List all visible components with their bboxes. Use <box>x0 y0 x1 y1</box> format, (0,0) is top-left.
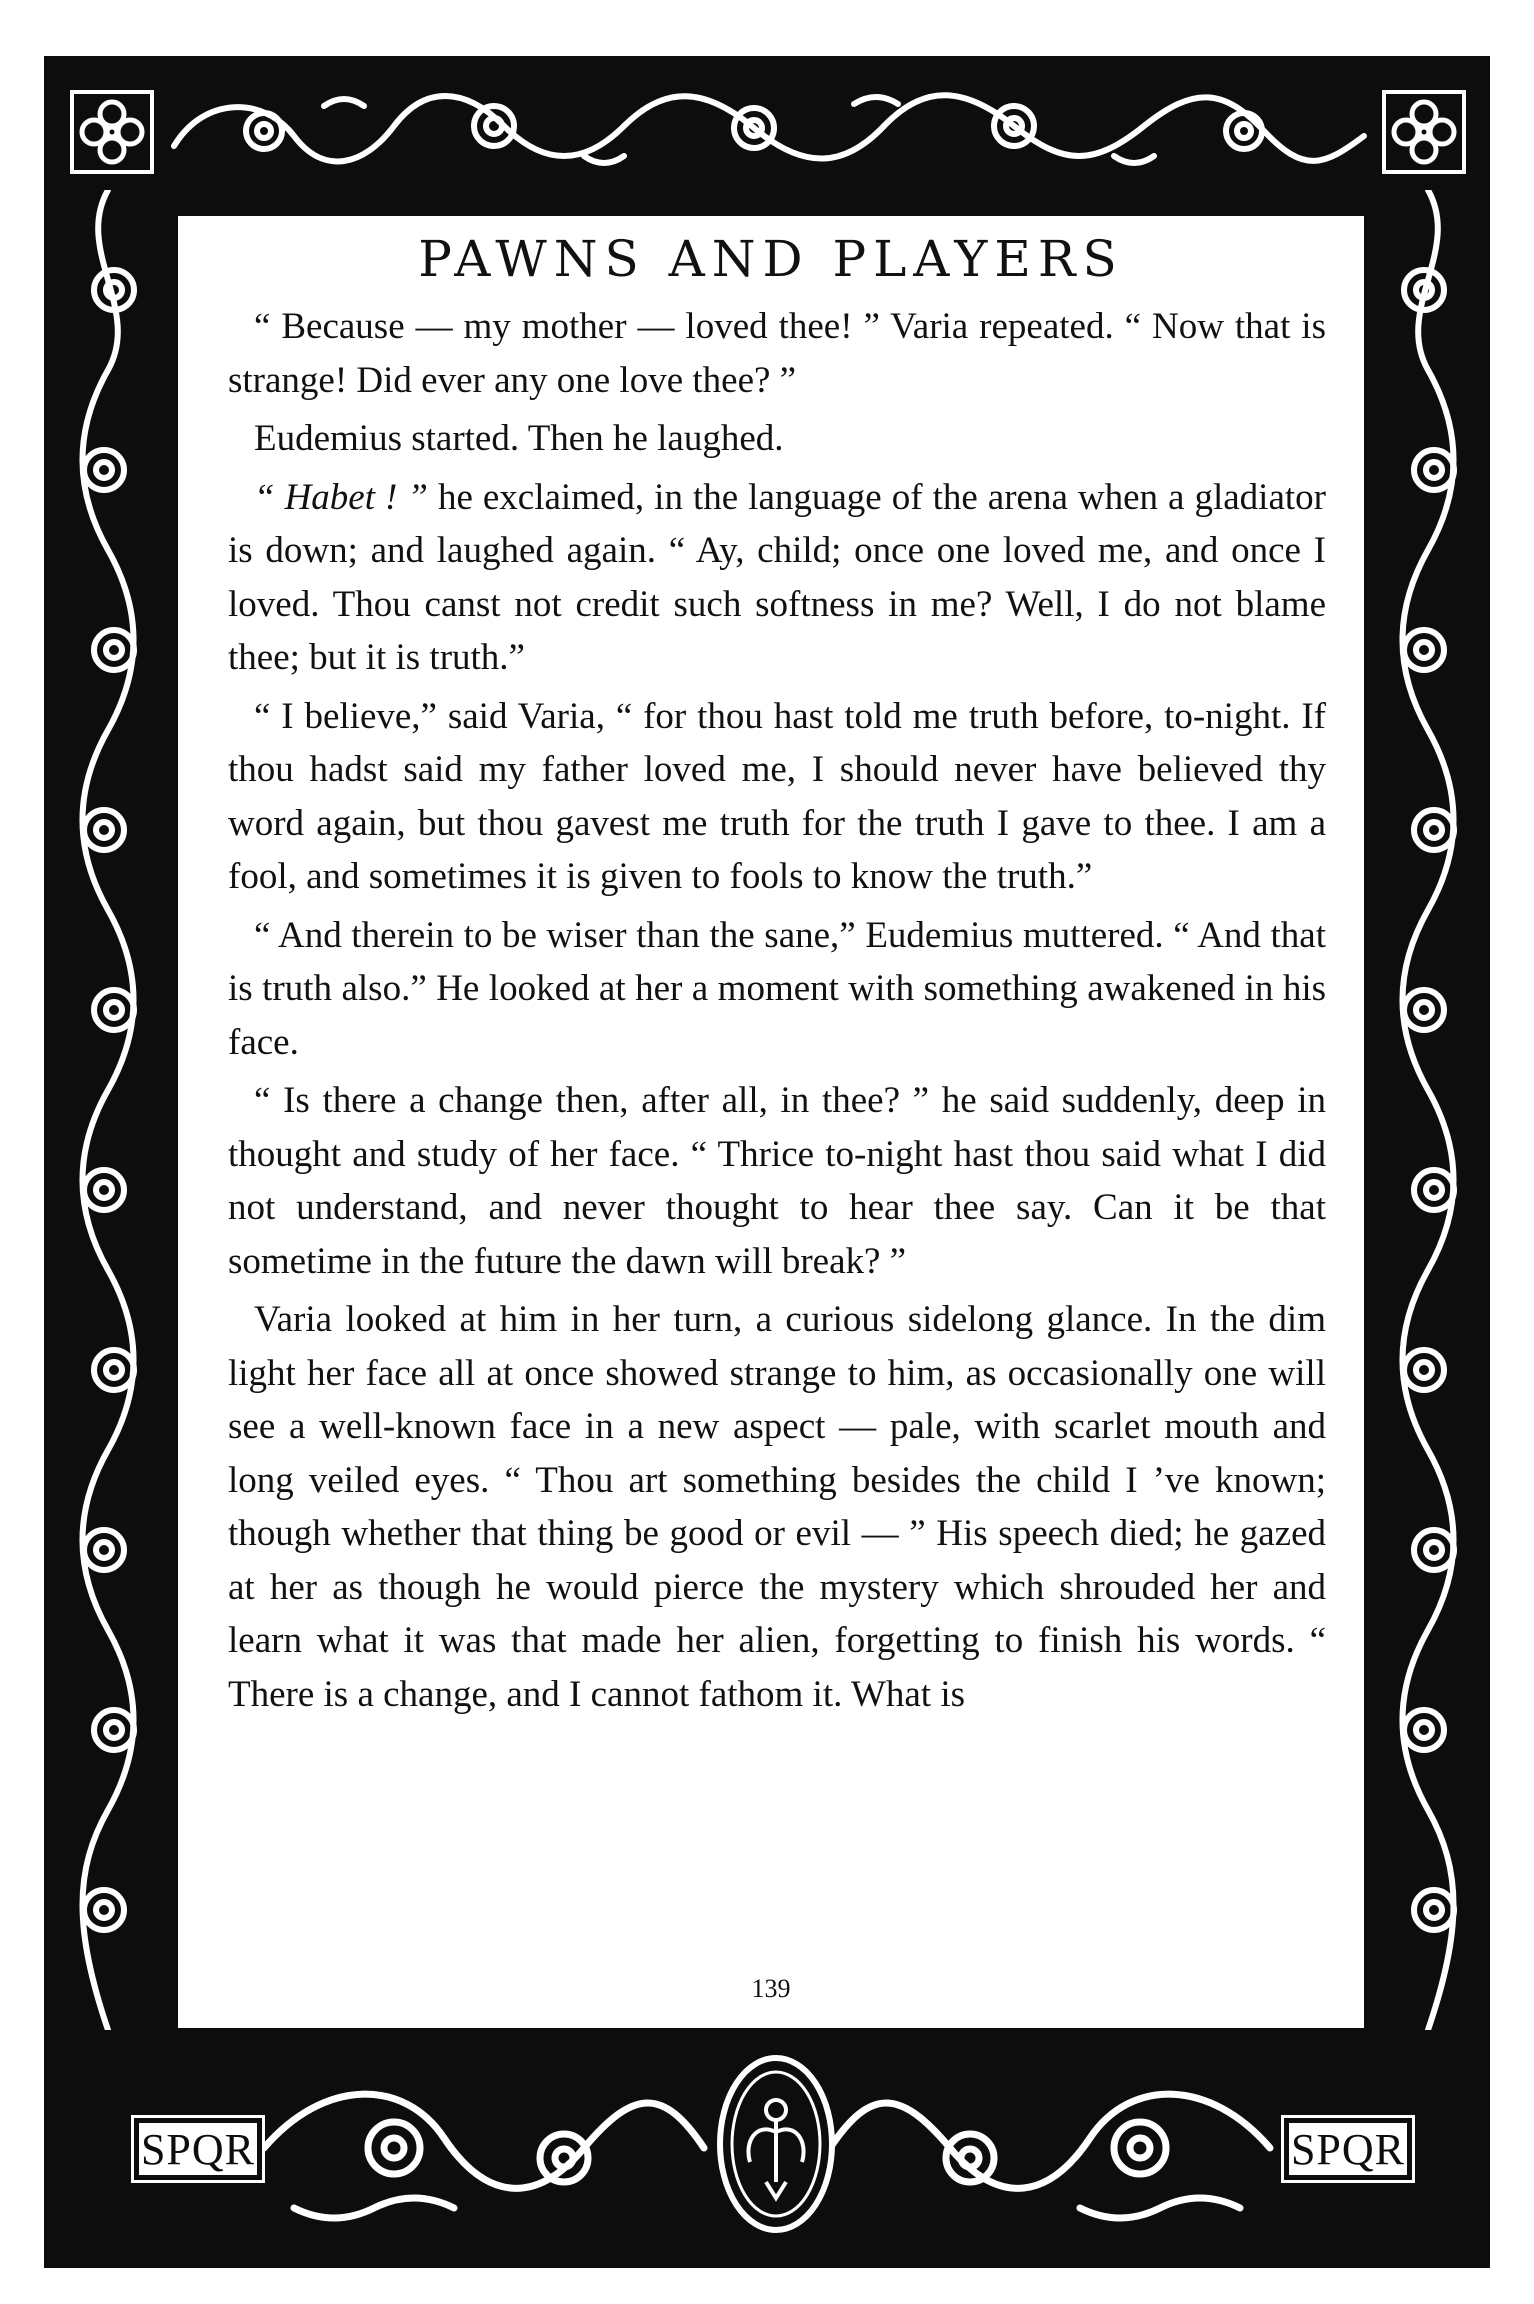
vine-scroll-icon <box>64 76 1470 180</box>
running-head: PAWNS AND PLAYERS <box>418 230 1124 288</box>
top-scroll-ornament <box>64 76 1470 180</box>
paragraph <box>228 471 1326 685</box>
text-panel <box>172 210 1364 2028</box>
paragraph: “ Because — my mother — loved thee! ” Varia repeated. “ Now that is strange! Did ever any one love thee? ” <box>228 306 1326 401</box>
paragraph: Eudemius started. Then he laughed. <box>254 418 784 459</box>
paragraph-text: he exclaimed, in the language of the arena when a gladiator is down; and laughed again. “ Ay, child; once one loved me, and once I loved. Thou canst not credit such softness in me? Well, I do not blame thee; but it is truth.” <box>228 476 1326 678</box>
left-scroll-ornament <box>64 190 152 2030</box>
corner-flower-icon <box>1382 90 1466 174</box>
spqr-plaque: SPQR <box>1284 2118 1412 2180</box>
paragraph: Varia looked at him in her turn, a curious sidelong glance. In the dim light her face all at once showed strange to him, as occasionally one will see a well-known face in a new aspect — pale, with scarlet mouth and long veiled eyes. “ Thou art something besides the child I ’ve known; though whether that thing be good or evil — ” His speech died; he gazed at her as though he would pierce the mystery which shrouded her and learn what it was that made her alien, forgetting to finish his words. “ There is a change, and I cannot fathom it. What is <box>228 1299 1326 1715</box>
paragraph: “ And therein to be wiser than the sane,” Eudemius muttered. “ And that is truth also.” He looked at her a moment with something awakened in his face. <box>228 914 1326 1063</box>
vine-scroll-icon <box>1384 190 1472 2030</box>
eagle-medallion-icon <box>716 2052 836 2236</box>
paragraph: “ I believe,” said Varia, “ for thou hast told me truth before, to-night. If thou hadst said my father loved me, I should never have believed thy word again, but thou gavest me truth for the truth I gave to thee. I am a fool, and sometimes it is given to fools to know the truth.” <box>228 695 1326 897</box>
corner-flower-icon <box>70 90 154 174</box>
spqr-plaque: SPQR <box>134 2118 262 2180</box>
page-number: 139 <box>751 1974 791 2003</box>
body-text <box>228 300 1326 1726</box>
right-scroll-ornament <box>1384 190 1472 2030</box>
italic-exclamation: “ Habet ! ” <box>254 476 428 518</box>
vine-scroll-icon <box>64 190 152 2030</box>
paragraph: “ Is there a change then, after all, in thee? ” he said suddenly, deep in thought and study of her face. “ Thrice to-night hast thou said what I did not understand, and never thought to hear thee say. Can it be that sometime in the future the dawn will break? ” <box>228 1080 1326 1282</box>
